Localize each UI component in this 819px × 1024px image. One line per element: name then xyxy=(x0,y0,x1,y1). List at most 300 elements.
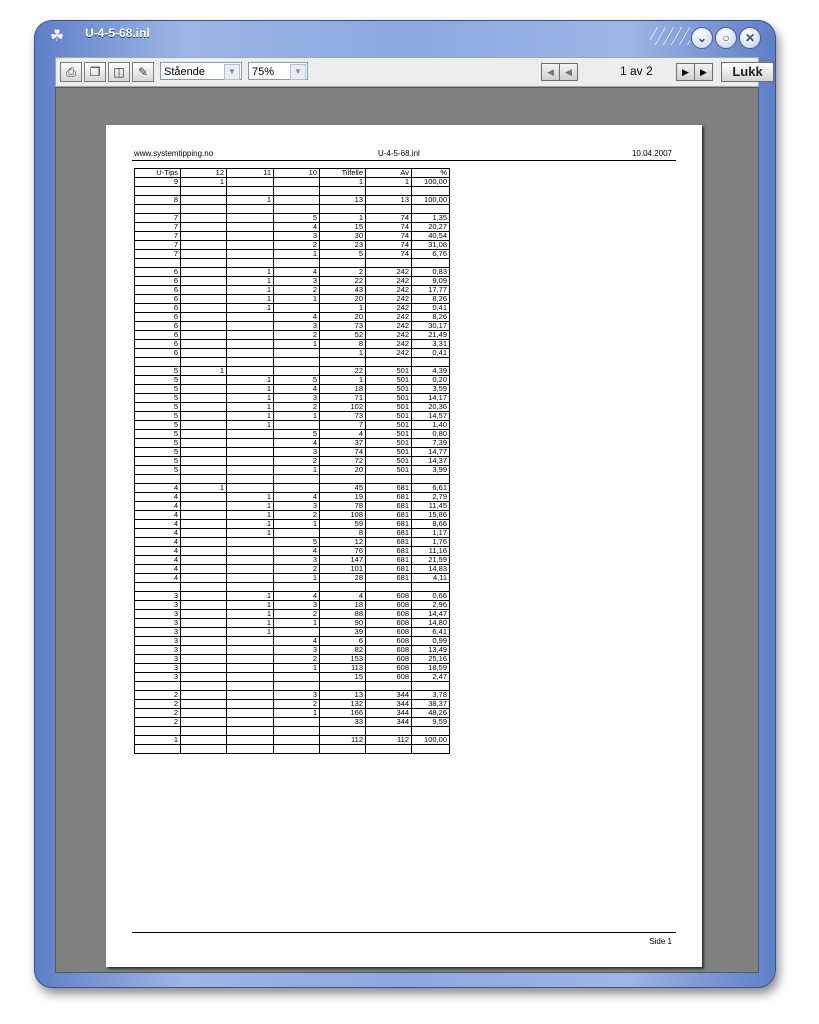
table-cell: 681 xyxy=(366,556,412,565)
table-cell xyxy=(274,727,320,736)
table-cell: 18 xyxy=(320,385,366,394)
table-cell: 2 xyxy=(135,709,181,718)
zoom-select[interactable] xyxy=(248,62,308,80)
table-cell: 13 xyxy=(366,196,412,205)
title-bar[interactable] xyxy=(35,21,775,51)
table-cell: 501 xyxy=(366,421,412,430)
column-header: % xyxy=(412,169,450,178)
table-cell: 20 xyxy=(320,466,366,475)
table-cell: 74 xyxy=(366,250,412,259)
table-cell xyxy=(181,745,227,754)
table-cell xyxy=(227,691,274,700)
table-cell: 4 xyxy=(135,502,181,511)
table-cell: 681 xyxy=(366,484,412,493)
table-cell: 112 xyxy=(366,736,412,745)
table-cell: 9,09 xyxy=(412,277,450,286)
minimize-button[interactable]: ⌄ xyxy=(691,27,713,49)
table-cell: 501 xyxy=(366,430,412,439)
page-setup-icon[interactable]: ✎ xyxy=(132,62,154,82)
table-cell: 6 xyxy=(320,637,366,646)
table-cell xyxy=(181,520,227,529)
table-cell: 17,77 xyxy=(412,286,450,295)
table-cell xyxy=(274,178,320,187)
table-cell: 1 xyxy=(320,376,366,385)
table-row xyxy=(135,466,450,475)
table-cell: 7 xyxy=(135,241,181,250)
table-cell: 5 xyxy=(135,403,181,412)
table-cell xyxy=(227,214,274,223)
table-cell: 242 xyxy=(366,331,412,340)
table-cell xyxy=(274,718,320,727)
table-cell: 1 xyxy=(366,178,412,187)
table-cell: 8 xyxy=(135,196,181,205)
table-cell: 5 xyxy=(135,430,181,439)
table-cell xyxy=(181,304,227,313)
table-cell: 166 xyxy=(320,709,366,718)
table-cell xyxy=(274,745,320,754)
table-cell xyxy=(274,475,320,484)
table-cell xyxy=(181,673,227,682)
table-cell: 4 xyxy=(274,493,320,502)
table-cell xyxy=(181,205,227,214)
table-cell: 501 xyxy=(366,457,412,466)
table-cell xyxy=(227,655,274,664)
table-cell xyxy=(227,673,274,682)
table-cell: 2 xyxy=(274,331,320,340)
table-cell xyxy=(227,448,274,457)
table-cell: 20,36 xyxy=(412,403,450,412)
table-cell: 0,41 xyxy=(412,304,450,313)
table-cell: 1 xyxy=(227,502,274,511)
table-cell: 608 xyxy=(366,619,412,628)
table-cell xyxy=(274,673,320,682)
table-cell xyxy=(181,556,227,565)
table-cell: 344 xyxy=(366,700,412,709)
table-cell xyxy=(227,457,274,466)
table-cell: 6 xyxy=(135,313,181,322)
table-cell: 6,76 xyxy=(412,250,450,259)
table-cell xyxy=(181,277,227,286)
table-cell: 4 xyxy=(274,385,320,394)
table-cell: 1 xyxy=(274,340,320,349)
table-cell: 2 xyxy=(274,511,320,520)
table-cell: 3 xyxy=(274,502,320,511)
table-cell: 48,26 xyxy=(412,709,450,718)
table-cell: 242 xyxy=(366,304,412,313)
table-cell: 1 xyxy=(320,214,366,223)
table-cell: 1 xyxy=(320,178,366,187)
table-cell: 1 xyxy=(227,628,274,637)
table-cell: 2 xyxy=(320,268,366,277)
title-decoration xyxy=(650,27,690,45)
table-cell: 1 xyxy=(274,412,320,421)
table-cell: 2 xyxy=(135,700,181,709)
table-cell: 4,11 xyxy=(412,574,450,583)
table-cell: 1 xyxy=(227,196,274,205)
table-cell: 5 xyxy=(135,367,181,376)
table-cell: 3 xyxy=(135,628,181,637)
table-cell: 14,80 xyxy=(412,619,450,628)
table-cell xyxy=(181,529,227,538)
table-cell: 45 xyxy=(320,484,366,493)
table-cell xyxy=(227,205,274,214)
table-cell xyxy=(227,745,274,754)
table-cell: 76 xyxy=(320,547,366,556)
column-header: U-Tips xyxy=(135,169,181,178)
table-cell: 4 xyxy=(274,268,320,277)
table-cell: 15 xyxy=(320,673,366,682)
table-cell: 20,27 xyxy=(412,223,450,232)
table-cell: 1 xyxy=(135,736,181,745)
table-cell xyxy=(181,592,227,601)
next-page-button[interactable]: ▶ xyxy=(676,63,695,81)
table-cell: 5 xyxy=(135,385,181,394)
orientation-select[interactable] xyxy=(160,62,242,80)
table-cell: 5 xyxy=(135,457,181,466)
table-cell: 3 xyxy=(274,322,320,331)
table-cell: 37 xyxy=(320,439,366,448)
table-cell: 608 xyxy=(366,628,412,637)
table-cell: 1,40 xyxy=(412,421,450,430)
table-cell xyxy=(227,718,274,727)
table-cell: 39 xyxy=(320,628,366,637)
table-cell: 14,17 xyxy=(412,394,450,403)
table-cell xyxy=(181,511,227,520)
preview-area[interactable] xyxy=(55,87,759,973)
table-cell: 6 xyxy=(135,295,181,304)
table-cell xyxy=(181,331,227,340)
table-cell: 1 xyxy=(227,268,274,277)
table-cell xyxy=(181,628,227,637)
table-cell xyxy=(181,547,227,556)
table-cell: 242 xyxy=(366,277,412,286)
table-cell xyxy=(181,709,227,718)
report-preview-window xyxy=(34,20,776,988)
table-cell xyxy=(227,340,274,349)
table-cell: 4 xyxy=(320,430,366,439)
table-cell: 7 xyxy=(135,214,181,223)
table-cell xyxy=(227,565,274,574)
table-row xyxy=(135,250,450,259)
table-cell: 73 xyxy=(320,322,366,331)
report-date: 10.04.2007 xyxy=(631,149,672,158)
table-cell: 5 xyxy=(274,538,320,547)
table-cell: 20 xyxy=(320,295,366,304)
table-cell: 74 xyxy=(366,214,412,223)
table-cell: 100,00 xyxy=(412,196,450,205)
table-cell xyxy=(366,745,412,754)
table-cell: 74 xyxy=(366,232,412,241)
table-cell xyxy=(181,610,227,619)
table-cell: 681 xyxy=(366,511,412,520)
table-cell: 501 xyxy=(366,448,412,457)
table-cell: 74 xyxy=(366,223,412,232)
table-cell: 1 xyxy=(227,601,274,610)
table-cell: 6 xyxy=(135,268,181,277)
table-cell xyxy=(227,475,274,484)
column-header: 11 xyxy=(227,169,274,178)
table-cell xyxy=(227,178,274,187)
table-cell: 4 xyxy=(135,520,181,529)
table-cell: 4 xyxy=(274,439,320,448)
table-cell xyxy=(181,385,227,394)
table-cell: 608 xyxy=(366,664,412,673)
table-cell: 681 xyxy=(366,547,412,556)
maximize-button[interactable]: ○ xyxy=(715,27,737,49)
table-cell: 15,86 xyxy=(412,511,450,520)
table-cell: 3 xyxy=(135,601,181,610)
header-divider xyxy=(132,160,676,161)
table-cell: 3,99 xyxy=(412,466,450,475)
page-number: Side 1 xyxy=(649,937,672,946)
first-page-button[interactable]: ◀ xyxy=(541,63,560,81)
table-cell: 1 xyxy=(274,664,320,673)
table-cell xyxy=(227,223,274,232)
table-cell: 13,49 xyxy=(412,646,450,655)
report-page xyxy=(106,125,702,967)
table-cell: 1 xyxy=(227,511,274,520)
table-cell: 6 xyxy=(135,331,181,340)
table-cell: 3,31 xyxy=(412,340,450,349)
table-cell: 7,39 xyxy=(412,439,450,448)
table-cell xyxy=(181,340,227,349)
results-table xyxy=(134,168,450,754)
table-cell: 501 xyxy=(366,394,412,403)
table-cell: 1 xyxy=(227,520,274,529)
table-cell: 501 xyxy=(366,412,412,421)
table-cell xyxy=(181,313,227,322)
table-cell xyxy=(181,448,227,457)
table-cell: 18,59 xyxy=(412,664,450,673)
table-cell: 608 xyxy=(366,646,412,655)
table-cell xyxy=(181,718,227,727)
table-cell: 6,61 xyxy=(412,484,450,493)
column-header: 10 xyxy=(274,169,320,178)
table-cell: 3 xyxy=(135,655,181,664)
print-icon[interactable]: ⎙ xyxy=(60,62,82,82)
table-cell: 3 xyxy=(135,619,181,628)
table-cell: 6 xyxy=(135,286,181,295)
table-cell: 2 xyxy=(274,610,320,619)
table-cell xyxy=(181,502,227,511)
table-cell: 2 xyxy=(274,403,320,412)
table-cell: 5 xyxy=(135,394,181,403)
table-cell: 4 xyxy=(135,538,181,547)
table-cell: 100,00 xyxy=(412,736,450,745)
table-cell xyxy=(181,574,227,583)
table-cell xyxy=(181,295,227,304)
table-cell: 501 xyxy=(366,376,412,385)
table-cell xyxy=(181,466,227,475)
table-cell xyxy=(227,250,274,259)
table-cell xyxy=(274,187,320,196)
table-cell: 5 xyxy=(135,421,181,430)
table-cell xyxy=(181,259,227,268)
table-cell xyxy=(227,736,274,745)
table-cell: 5 xyxy=(274,376,320,385)
table-cell: 6 xyxy=(135,349,181,358)
table-cell: 112 xyxy=(320,736,366,745)
copy-icon[interactable]: ❐ xyxy=(84,62,106,82)
table-cell xyxy=(227,727,274,736)
table-cell xyxy=(181,457,227,466)
table-cell: 4 xyxy=(274,223,320,232)
previous-page-button[interactable]: ◀ xyxy=(559,63,578,81)
table-cell: 242 xyxy=(366,268,412,277)
table-cell: 74 xyxy=(366,241,412,250)
column-header: 12 xyxy=(181,169,227,178)
table-cell: 4 xyxy=(274,313,320,322)
table-cell: 1 xyxy=(274,619,320,628)
table-cell: 2 xyxy=(274,457,320,466)
table-cell xyxy=(181,727,227,736)
zoom-value: 75% xyxy=(252,66,275,78)
table-cell xyxy=(181,214,227,223)
table-row xyxy=(135,349,450,358)
close-button[interactable]: Lukk xyxy=(721,62,774,82)
export-icon[interactable]: ◫ xyxy=(108,62,130,82)
last-page-button[interactable]: ▶ xyxy=(694,63,713,81)
table-cell: 1 xyxy=(274,520,320,529)
table-cell: 88 xyxy=(320,610,366,619)
table-cell: 501 xyxy=(366,439,412,448)
table-cell: 90 xyxy=(320,619,366,628)
table-cell: 25,16 xyxy=(412,655,450,664)
table-cell: 33 xyxy=(320,718,366,727)
table-cell: 3 xyxy=(274,448,320,457)
table-cell: 242 xyxy=(366,340,412,349)
table-cell: 52 xyxy=(320,331,366,340)
table-cell: 1 xyxy=(274,466,320,475)
table-cell xyxy=(181,421,227,430)
table-cell xyxy=(181,493,227,502)
table-cell: 23 xyxy=(320,241,366,250)
table-cell: 3 xyxy=(274,601,320,610)
table-cell: 501 xyxy=(366,367,412,376)
table-cell xyxy=(227,322,274,331)
table-cell: 0,80 xyxy=(412,430,450,439)
table-cell xyxy=(181,412,227,421)
table-cell: 6 xyxy=(135,277,181,286)
table-cell xyxy=(320,745,366,754)
table-cell: 82 xyxy=(320,646,366,655)
table-cell: 15 xyxy=(320,223,366,232)
table-cell xyxy=(181,286,227,295)
table-cell xyxy=(181,187,227,196)
table-cell: 1 xyxy=(227,421,274,430)
table-cell: 1 xyxy=(227,286,274,295)
table-cell: 11,16 xyxy=(412,547,450,556)
table-cell xyxy=(227,664,274,673)
table-header-row xyxy=(135,169,450,178)
table-row xyxy=(135,718,450,727)
table-cell: 6,41 xyxy=(412,628,450,637)
table-cell: 1 xyxy=(227,610,274,619)
table-cell xyxy=(181,691,227,700)
table-cell xyxy=(181,736,227,745)
table-cell: 7 xyxy=(135,250,181,259)
table-cell: 21,59 xyxy=(412,556,450,565)
table-cell xyxy=(274,358,320,367)
table-cell: 4 xyxy=(274,592,320,601)
table-cell: 6 xyxy=(135,340,181,349)
table-cell: 5 xyxy=(320,250,366,259)
table-cell xyxy=(227,709,274,718)
table-cell xyxy=(181,538,227,547)
table-cell: 22 xyxy=(320,277,366,286)
table-cell: 2,96 xyxy=(412,601,450,610)
table-row xyxy=(135,745,450,754)
table-cell: 1 xyxy=(227,277,274,286)
table-cell: 8 xyxy=(320,340,366,349)
table-cell: 344 xyxy=(366,718,412,727)
table-cell: 681 xyxy=(366,493,412,502)
chevron-down-icon[interactable]: ▼ xyxy=(224,64,240,80)
table-cell xyxy=(181,376,227,385)
table-cell: 1 xyxy=(181,367,227,376)
table-cell: 13 xyxy=(320,691,366,700)
table-cell xyxy=(181,250,227,259)
table-cell: 608 xyxy=(366,673,412,682)
table-cell: 4 xyxy=(135,529,181,538)
table-cell: 501 xyxy=(366,385,412,394)
close-window-button[interactable]: ✕ xyxy=(739,27,761,49)
table-cell: 344 xyxy=(366,691,412,700)
table-cell: 14,47 xyxy=(412,610,450,619)
table-cell: 11,45 xyxy=(412,502,450,511)
table-cell: 6 xyxy=(135,322,181,331)
report-site: www.systemtipping.no xyxy=(134,149,214,158)
table-cell xyxy=(181,646,227,655)
table-row xyxy=(135,574,450,583)
table-cell: 2,79 xyxy=(412,493,450,502)
table-cell: 5 xyxy=(274,430,320,439)
column-header: Tilfelle xyxy=(320,169,366,178)
table-cell: 242 xyxy=(366,295,412,304)
table-cell: 5 xyxy=(135,466,181,475)
table-cell xyxy=(227,547,274,556)
toolbar xyxy=(55,57,763,87)
table-cell: 4 xyxy=(274,547,320,556)
table-cell xyxy=(181,655,227,664)
column-header: Av xyxy=(366,169,412,178)
table-cell: 1 xyxy=(227,376,274,385)
table-cell: 1,76 xyxy=(412,538,450,547)
table-cell: 3 xyxy=(135,592,181,601)
table-cell: 100,00 xyxy=(412,178,450,187)
table-cell: 5 xyxy=(274,214,320,223)
table-cell: 31,08 xyxy=(412,241,450,250)
table-cell: 608 xyxy=(366,637,412,646)
chevron-down-icon[interactable]: ▼ xyxy=(290,64,306,80)
table-row xyxy=(135,196,450,205)
table-cell: 3,78 xyxy=(412,691,450,700)
table-cell: 1,35 xyxy=(412,214,450,223)
table-cell: 1 xyxy=(227,529,274,538)
table-cell: 3 xyxy=(274,232,320,241)
table-cell: 3 xyxy=(274,556,320,565)
table-cell: 1 xyxy=(227,295,274,304)
table-cell xyxy=(227,574,274,583)
table-cell: 1 xyxy=(227,394,274,403)
table-cell xyxy=(181,430,227,439)
table-cell: 5 xyxy=(135,376,181,385)
table-cell: 71 xyxy=(320,394,366,403)
table-cell: 40,54 xyxy=(412,232,450,241)
table-cell xyxy=(181,223,227,232)
table-cell: 30,17 xyxy=(412,322,450,331)
table-cell: 1 xyxy=(181,484,227,493)
